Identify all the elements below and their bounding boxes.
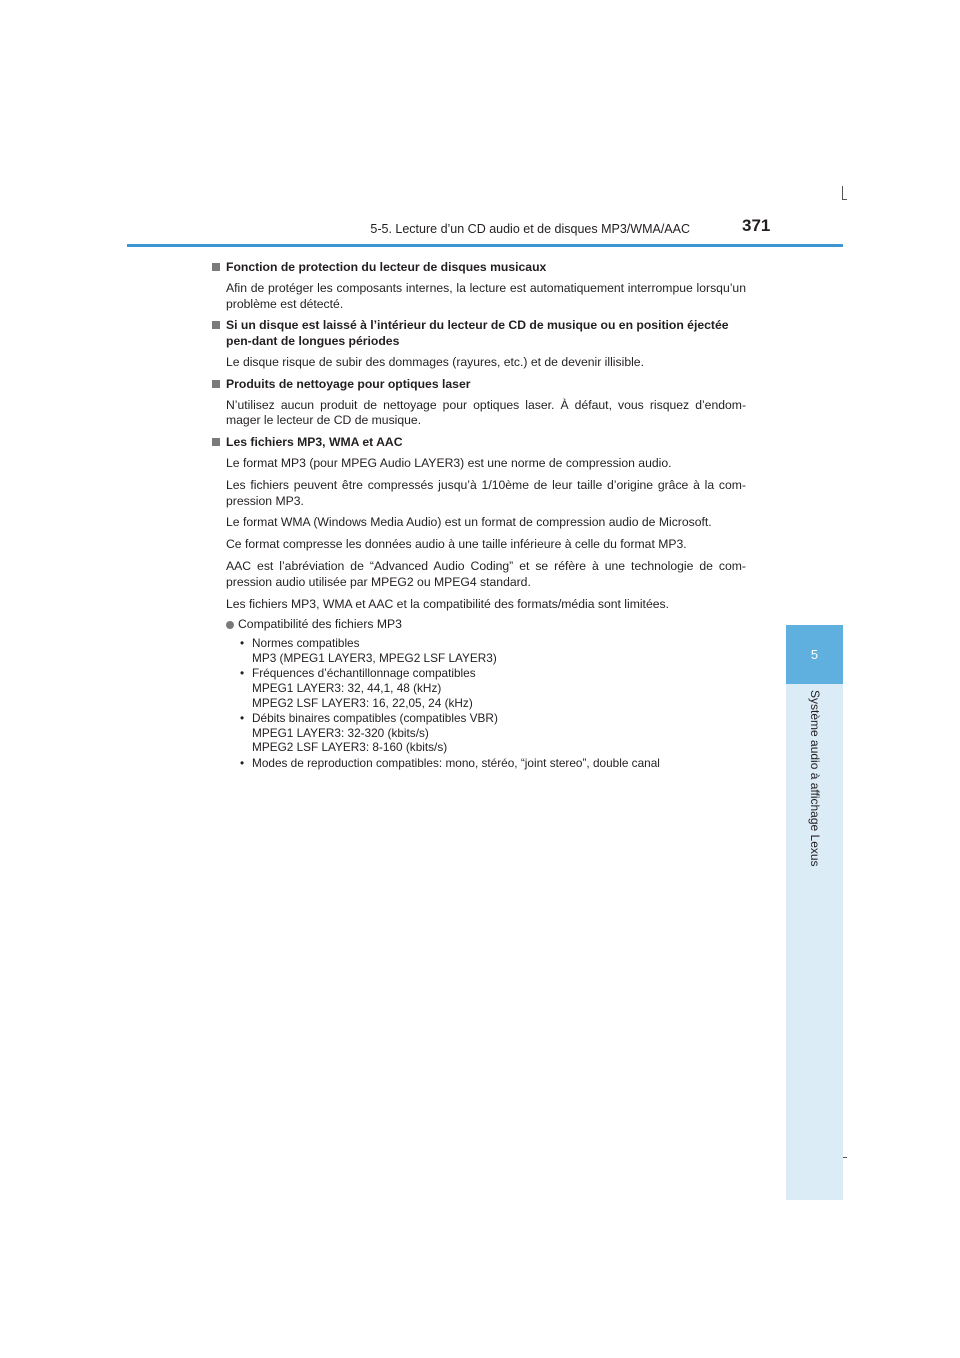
paragraph: AAC est l’abréviation de “Advanced Audio Coding” et se réfère à une technologie de com-pression audio utilisée par MPEG2 ou MPEG4 standard. — [226, 558, 746, 589]
square-bullet-icon — [212, 380, 220, 388]
main-content — [212, 256, 746, 771]
paragraph: Les fichiers peuvent être compressés jusqu’à 1/10ème de leur taille d’origine grâce à la com-pression MP3. — [226, 477, 746, 508]
square-bullet-icon — [212, 321, 220, 329]
mp3-compat-list — [212, 636, 746, 770]
page-number: 371 — [742, 216, 771, 235]
spec-label: Normes compatibles — [252, 636, 360, 651]
section-title: 5-5. Lecture d’un CD audio et de disques MP3/WMA/AAC — [370, 222, 690, 236]
paragraph: Afin de protéger les composants internes, la lecture est automatiquement interrompue lorsqu’un problème est détecté. — [226, 280, 746, 311]
mp3-compat-heading — [212, 617, 746, 633]
paragraph: Le format WMA (Windows Media Audio) est un format de compression audio de Microsoft. — [226, 515, 712, 530]
spec-label: Débits binaires compatibles (compatibles VBR) — [252, 711, 498, 726]
middot-icon: • — [240, 755, 245, 770]
section-heading — [212, 260, 746, 276]
heading-text: Les fichiers MP3, WMA et AAC — [226, 435, 403, 450]
paragraph: N’utilisez aucun produit de nettoyage pour optiques laser. À défaut, vous risquez d’endom-mager le lecteur de CD de musique. — [226, 397, 746, 428]
mp3-compat-title: Compatibilité des fichiers MP3 — [238, 617, 402, 632]
heading-text: Produits de nettoyage pour optiques laser — [226, 376, 471, 391]
paragraph: Les fichiers MP3, WMA et AAC et la compatibilité des formats/média sont limitées. — [226, 596, 669, 611]
list-item — [240, 756, 746, 771]
list-item — [240, 666, 746, 710]
list-item — [240, 711, 746, 755]
chapter-tab — [786, 625, 843, 684]
paragraph: Ce format compresse les données audio à une taille inférieure à celle du format MP3. — [226, 537, 687, 552]
spec-value: MP3 (MPEG1 LAYER3, MPEG2 LSF LAYER3) — [252, 650, 497, 665]
spec-label: Fréquences d’échantillonnage compatibles — [252, 666, 476, 681]
paragraph: Le format MP3 (pour MPEG Audio LAYER3) est une norme de compression audio. — [226, 455, 672, 470]
square-bullet-icon — [212, 263, 220, 271]
round-bullet-icon — [226, 621, 234, 629]
chapter-title: Système audio à affichage Lexus — [808, 690, 822, 867]
section-heading — [212, 318, 746, 350]
spec-label: Modes de reproduction compatibles: mono, stéréo, “joint stereo”, double canal — [252, 755, 660, 770]
section-heading — [212, 435, 746, 451]
middot-icon: • — [240, 636, 245, 651]
heading-text: Si un disque est laissé à l’intérieur du lecteur de CD de musique ou en position éjectée pen-dant de longues périodes — [226, 318, 729, 349]
crop-mark-top-right-foot — [842, 199, 847, 200]
section-heading — [212, 377, 746, 393]
middot-icon: • — [240, 711, 245, 726]
spec-value: MPEG2 LSF LAYER3: 16, 22,05, 24 (kHz) — [252, 695, 473, 710]
spec-value: MPEG1 LAYER3: 32-320 (kbits/s) — [252, 725, 429, 740]
spec-value: MPEG1 LAYER3: 32, 44,1, 48 (kHz) — [252, 680, 442, 695]
middot-icon: • — [240, 666, 245, 681]
square-bullet-icon — [212, 438, 220, 446]
spec-value: MPEG2 LSF LAYER3: 8-160 (kbits/s) — [252, 740, 448, 755]
paragraph: Le disque risque de subir des dommages (rayures, etc.) et de devenir illisible. — [226, 354, 644, 369]
crop-mark-top-right — [842, 186, 843, 200]
list-item — [240, 636, 746, 665]
chapter-number: 5 — [810, 647, 819, 662]
header-rule — [127, 244, 843, 247]
heading-text: Fonction de protection du lecteur de disques musicaux — [226, 260, 547, 274]
